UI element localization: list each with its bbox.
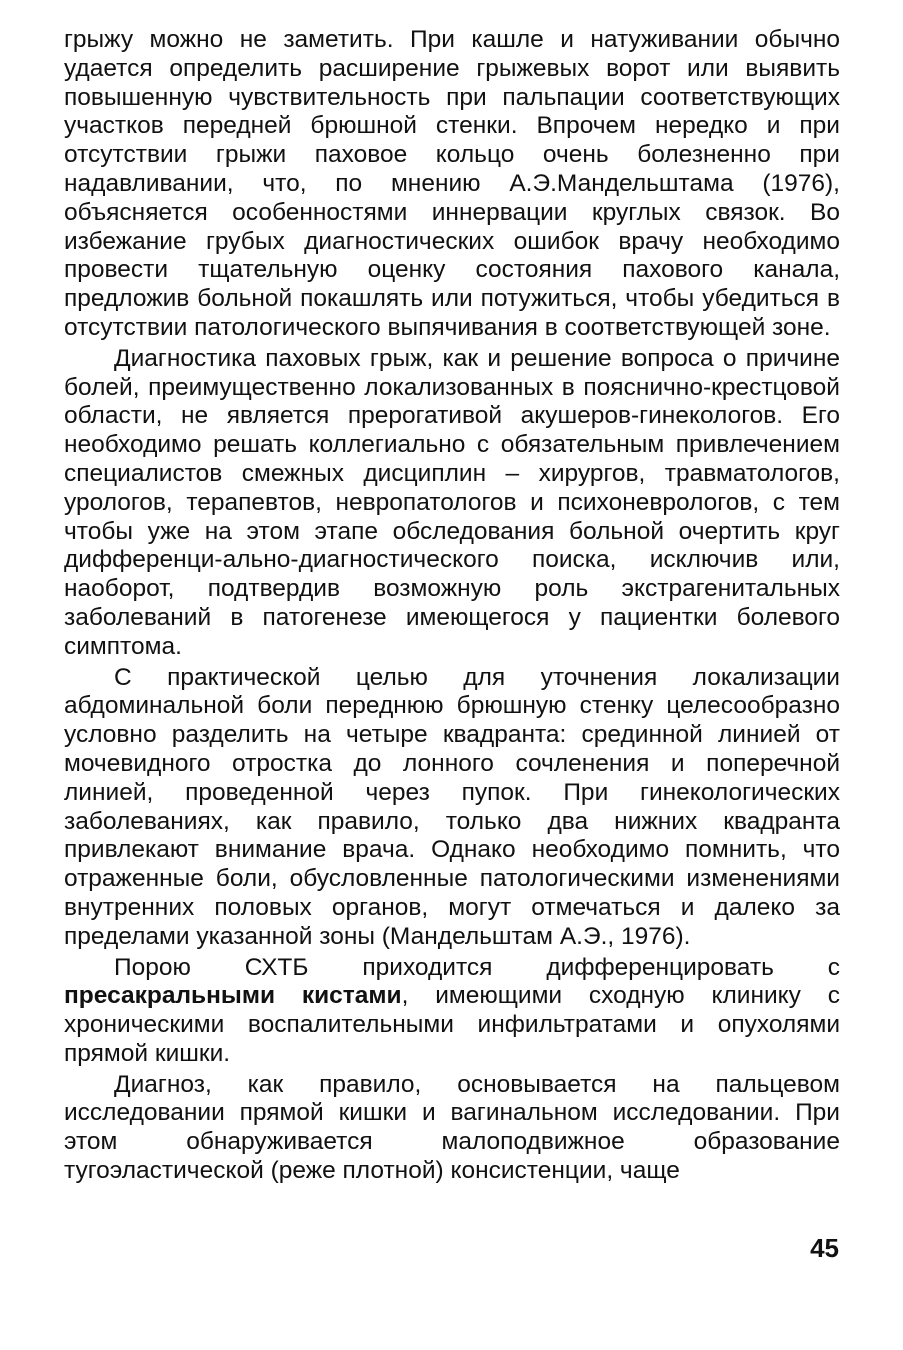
paragraph-5: Диагноз, как правило, основывается на пальцевом исследовании прямой кишки и вагинальном исследовании. При этом обнаруживается малоподвижное образование тугоэластической (реже плотной) консистенции, чаще	[64, 1070, 840, 1185]
paragraph-4-text-after: , имеющими сходную клинику с хроническими воспалительными инфильтратами и опухолями прямой кишки.	[64, 982, 840, 1067]
paragraph-4-text-before: Порою СХТБ приходится дифференцировать с	[114, 953, 840, 981]
paragraph-4	[64, 954, 840, 1069]
paragraph-2: Диагностика паховых грыж, как и решение вопроса о причине болей, преимущественно локализованных в пояснично-крестцовой области, не является прерогативой акушеров-гинекологов. Его необходимо решать коллегиально с обязательным привлечением специалистов смежных дисциплин – хирургов, травматологов, урологов, терапевтов, невропатологов и психоневрологов, с тем чтобы уже на этом этапе обследования больной очертить круг дифференци-ально-диагностического поиска, исключив или, наоборот, подтвердив возможную роль экстрагенитальных заболеваний в патогенезе имеющегося у пациентки болевого симптома.	[64, 344, 840, 660]
page-number: 45	[810, 1233, 839, 1263]
paragraph-1: грыжу можно не заметить. При кашле и натуживании обычно удается определить расширение грыжевых ворот или выявить повышенную чувствительность при пальпации соответствующих участков передней брюшной стенки. Впрочем нередко и при отсутствии грыжи паховое кольцо очень болезненно при надавливании, что, по мнению А.Э.Мандельштама (1976), объясняется особенностями иннервации круглых связок. Во избежание грубых диагностических ошибок врачу необходимо провести тщательную оценку состояния пахового канала, предложив больной покашлять или потужиться, чтобы убедиться в отсутствии патологического выпячивания в соответствующей зоне.	[64, 26, 840, 341]
page-body	[64, 26, 840, 1186]
paragraph-3: С практической целью для уточнения локализации абдоминальной боли переднюю брюшную стенку целесообразно условно разделить на четыре квадранта: срединной линией от мочевидного отростка до лонного сочленения и поперечной линией, проведенной через пупок. При гинекологических заболеваниях, как правило, только два нижних квадранта привлекают внимание врача. Однако необходимо помнить, что отраженные боли, обусловленные патологическими изменениями внутренних половых органов, могут отмечаться и далеко за пределами указанной зоны (Мандельштам А.Э., 1976).	[64, 663, 840, 950]
paragraph-4-bold-term: пресакральными кистами	[64, 982, 402, 1010]
